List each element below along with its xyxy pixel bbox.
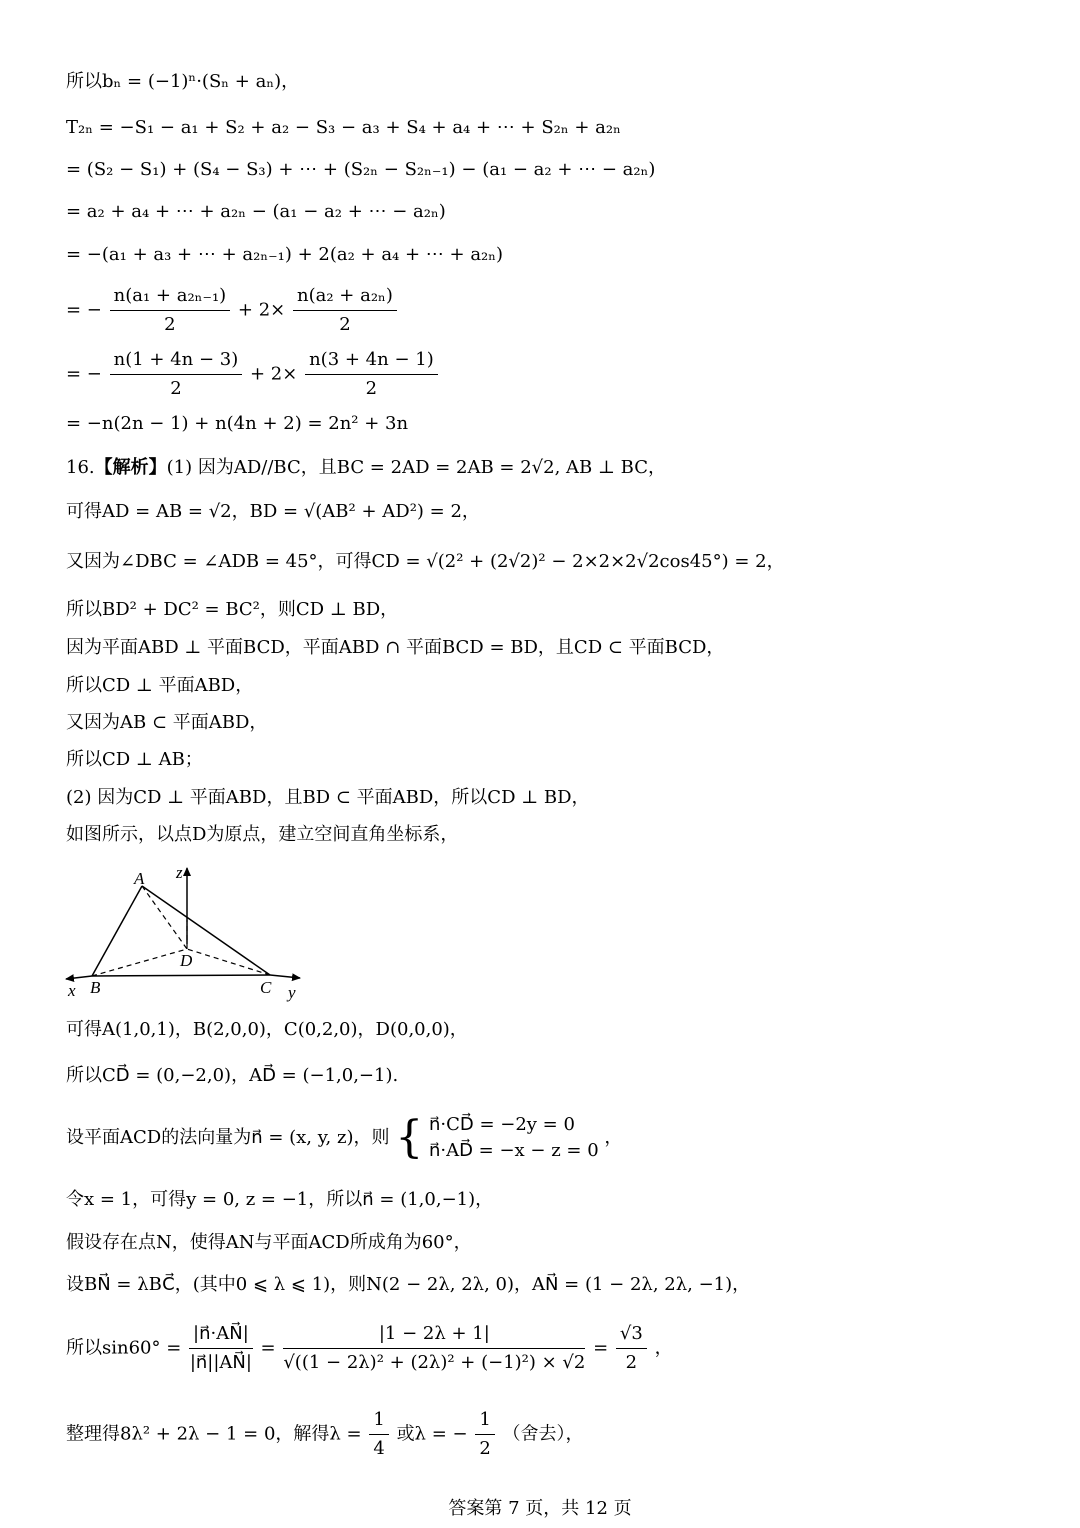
fraction: $\frac{|1 - 2\lambda + 1|}{\text{√((1 − 2λ)² + (2λ)² + (−1)²) × √2}}$ — [283, 1323, 586, 1373]
label-z: z — [176, 863, 183, 882]
fraction: $\frac{√3}{2}$ — [616, 1322, 647, 1375]
label-d: D — [180, 951, 193, 970]
question-number: 16. — [66, 457, 95, 478]
fraction: $\frac{n(1 + 4n - 3)}{2}$ — [110, 348, 243, 401]
edge-cd — [187, 949, 270, 975]
label-y: y — [288, 983, 296, 1002]
line-q16-heading: 16.【解析】(1) 因为AD//BC，且BC = 2AD = 2AB = 2√2, AB ⊥ BC， — [66, 457, 666, 478]
geometry-figure — [60, 858, 320, 1004]
label-x: x — [68, 981, 76, 1000]
fraction: $\frac{|n⃗\cdot AN⃗|}{|n⃗||AN⃗|}$ — [189, 1323, 252, 1373]
line-plane-perp: 因为平面ABD ⊥ 平面BCD，平面ABD ∩ 平面BCD = BD，且CD ⊂ 平面BCD， — [66, 637, 725, 658]
y-axis — [270, 975, 300, 978]
line-bd-dc: 所以BD² + DC² = BC²，则CD ⊥ BD， — [66, 599, 399, 620]
fraction: $\frac{\text{n(a₂ + a₂ₙ)}}{2}$ — [293, 284, 397, 337]
line-bn: 所以bₙ = (−1)ⁿ·(Sₙ + aₙ)， — [66, 71, 300, 92]
line-step4: = − $\frac{\text{n(a₁ + a₂ₙ₋₁)}}{2}$ + 2× $\frac{\text{n(a₂ + a₂ₙ)}}{2}$ — [66, 284, 399, 337]
line-solve-lambda: 整理得8λ² + 2λ − 1 = 0，解得λ = $\frac{1}{4}$ 或λ = − $\frac{1}{2}$ （舍去）， — [66, 1409, 584, 1459]
equation-system: n⃗·CD⃗ = −2y = 0 n⃗·AD⃗ = −x − z = 0 — [428, 1114, 599, 1161]
fraction: $\frac{n(3 + 4n - 1)}{2}$ — [305, 348, 438, 401]
analysis-tag: 【解析】 — [94, 457, 167, 478]
line-step3: = −(a₁ + a₃ + ⋯ + a₂ₙ₋₁) + 2(a₂ + a₄ + ⋯ + a₂ₙ) — [66, 244, 504, 265]
line-vectors: 所以CD⃗ = (0,−2,0)，AD⃗ = (−1,0,−1). — [66, 1065, 399, 1086]
line-bn-lambda: 设BN⃗ = λBC⃗，(其中0 ⩽ λ ⩽ 1)，则N(2 − 2λ, 2λ, 0)，AN⃗ = (1 − 2λ, 2λ, −1)， — [66, 1274, 751, 1295]
edge-bd — [92, 949, 187, 976]
line-normal-vector: 设平面ACD的法向量为n⃗ = (x, y, z)，则 { n⃗·CD⃗ = −2y = 0 n⃗·AD⃗ = −x − z = 0 ， — [66, 1112, 623, 1163]
line-coord-system: 如图所示，以点D为原点，建立空间直角坐标系， — [66, 824, 459, 845]
line-step2: = a₂ + a₄ + ⋯ + a₂ₙ − (a₁ − a₂ + ⋯ − a₂ₙ) — [66, 201, 446, 222]
label-b: B — [90, 978, 101, 997]
line-cd: 又因为∠DBC = ∠ADB = 45°，可得CD = √(2² + (2√2)² − 2×2×2√2cos45°) = 2， — [66, 551, 785, 572]
brace: { — [395, 1112, 424, 1163]
line-ab-in-plane: 又因为AB ⊂ 平面ABD， — [66, 712, 268, 733]
label-c: C — [260, 978, 272, 997]
line-result: = −n(2n − 1) + n(4n + 2) = 2n² + 3n — [66, 413, 409, 434]
line-part2: (2) 因为CD ⊥ 平面ABD，且BD ⊂ 平面ABD，所以CD ⊥ BD， — [66, 787, 590, 808]
fraction: $\frac{1}{2}$ — [475, 1408, 494, 1461]
edge-ac — [142, 886, 270, 975]
fraction: $\frac{1}{4}$ — [369, 1408, 388, 1461]
edge-ab — [92, 886, 142, 976]
page-footer: 答案第 7 页，共 12 页 — [448, 1498, 632, 1519]
edge-ad — [142, 886, 187, 949]
line-cd-perp-plane: 所以CD ⊥ 平面ABD， — [66, 675, 254, 696]
line-ad-ab: 可得AD = AB = √2，BD = √(AB² + AD²) = 2， — [66, 501, 480, 522]
line-let-x: 令x = 1，可得y = 0, z = −1，所以n⃗ = (1,0,−1)， — [66, 1189, 494, 1210]
line-t2n: T₂ₙ = −S₁ − a₁ + S₂ + a₂ − S₃ − a₃ + S₄ + a₄ + ⋯ + S₂ₙ + a₂ₙ — [66, 117, 621, 138]
line-step1: = (S₂ − S₁) + (S₄ − S₃) + ⋯ + (S₂ₙ − S₂ₙ₋₁) − (a₁ − a₂ + ⋯ − a₂ₙ) — [66, 159, 656, 180]
line-assume-n: 假设存在点N，使得AN与平面ACD所成角为60°， — [66, 1232, 472, 1253]
label-a: A — [134, 869, 145, 888]
line-step5: = − $\frac{n(1 + 4n - 3)}{2}$ + 2× $\frac{n(3 + 4n - 1)}{2}$ — [66, 348, 440, 401]
edge-bc — [92, 975, 270, 976]
line-sin60: 所以sin60° = $\frac{|n⃗\cdot AN⃗|}{|n⃗||AN⃗|}$ = $\frac{|1 - 2\lambda + 1|}{\text{√((1 − 2λ)² + (2λ)² + (−1)²) × √2}}$ = $\frac{√3}{2}$ ， — [66, 1323, 673, 1373]
x-axis — [66, 976, 92, 979]
fraction: $\frac{\text{n(a₁ + a₂ₙ₋₁)}}{2}$ — [110, 284, 231, 337]
line-cd-perp-ab: 所以CD ⊥ AB； — [66, 749, 203, 770]
line-points: 可得A(1,0,1)，B(2,0,0)，C(0,2,0)，D(0,0,0)， — [66, 1019, 468, 1040]
